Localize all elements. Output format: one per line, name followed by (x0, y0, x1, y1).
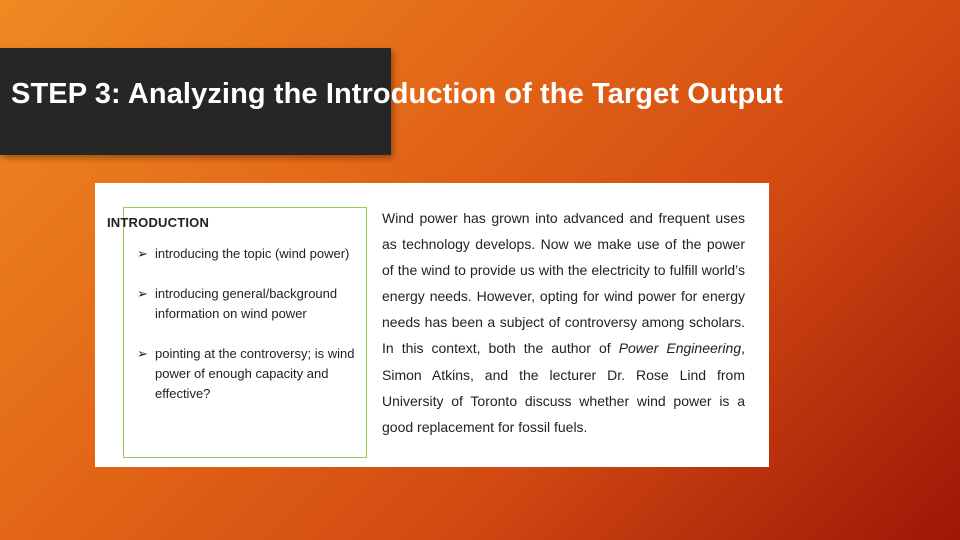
introduction-passage (382, 205, 745, 440)
arrow-bullet-icon: ➢ (137, 346, 148, 361)
arrow-bullet-icon: ➢ (137, 286, 148, 301)
slide-title: STEP 3: Analyzing the Introduction of the Target Output (11, 78, 783, 110)
bullet-item (135, 284, 361, 324)
arrow-bullet-icon: ➢ (137, 246, 148, 261)
bullet-text: pointing at the controversy; is wind power of enough capacity and effective? (155, 346, 355, 401)
content-card (95, 183, 769, 467)
introduction-heading: INTRODUCTION (107, 215, 210, 230)
bullet-text: introducing general/background information on wind power (155, 286, 338, 321)
bullet-item (135, 244, 361, 264)
bullet-item (135, 344, 361, 404)
passage-text-start: Wind power has grown into advanced and frequent uses as technology develops. Now we make use of the power of the wind to provide us with the electricity to fulfill world’s energy needs. However, opting for wind power for energy needs has been a subject of controversy among scholars. In this context, both the author of (382, 210, 745, 357)
introduction-bullet-list (135, 244, 361, 424)
passage-text-end: , Simon Atkins, and the lecturer Dr. Rose Lind from University of Toronto discuss whether wind power is a good replacement for fossil fuels. (382, 340, 745, 435)
bullet-text: introducing the topic (wind power) (155, 246, 350, 261)
book-title: Power Engineering (618, 340, 742, 357)
